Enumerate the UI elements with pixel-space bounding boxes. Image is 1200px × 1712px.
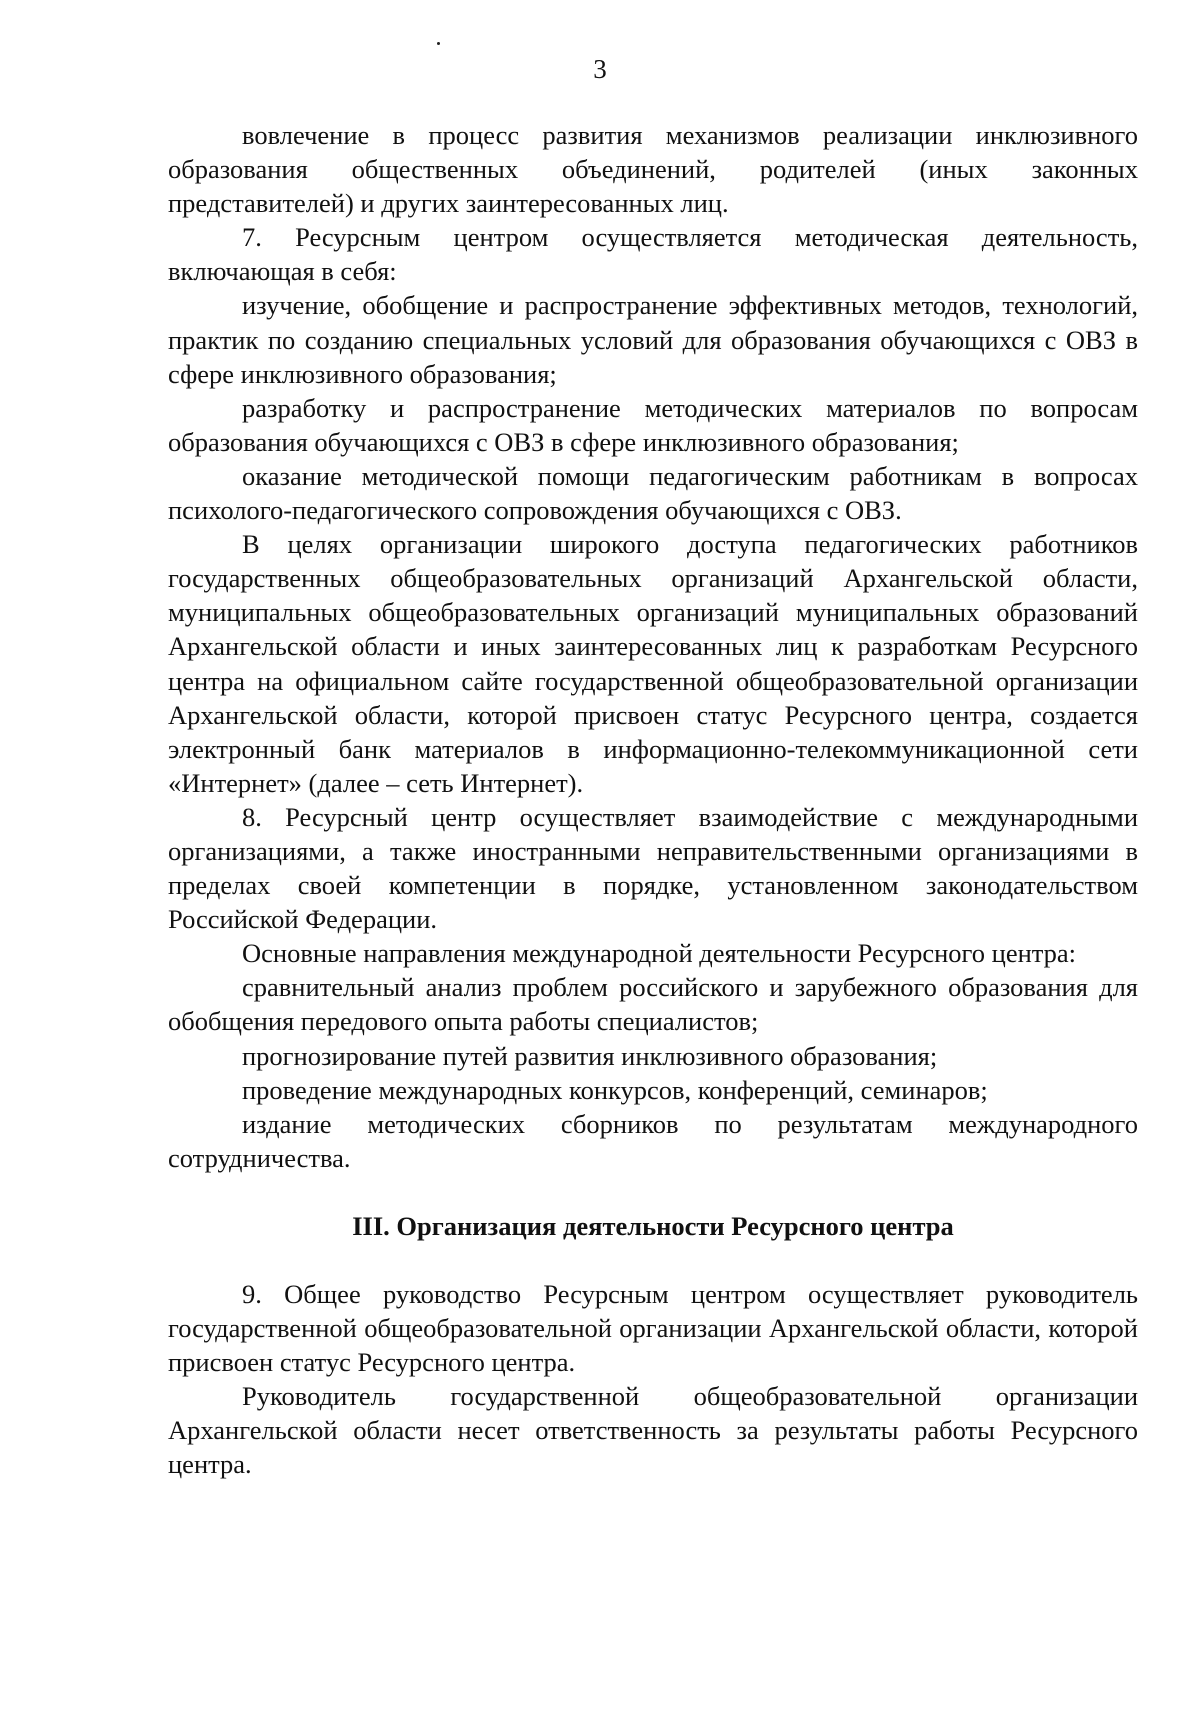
paragraph-publications: издание методических сборников по результатам международного сотрудничества. [168, 1108, 1138, 1173]
paragraph-comparative-analysis: сравнительный анализ проблем российского и зарубежного образования для обобщения передового опыта работы специалистов; [168, 972, 1138, 1037]
paragraph-head-responsibility: Руководитель государственной общеобразовательной организации Архангельской области несет ответственность за результаты работы Ресурсного центра. [168, 1381, 1138, 1480]
paragraph-item-7: 7. Ресурсным центром осуществляется методическая деятельность, включающая в себя: [168, 222, 1138, 287]
paragraph-item-9: 9. Общее руководство Ресурсным центром осуществляет руководитель государственной общеобразовательной организации Архангельской области, которой присвоен статус Ресурсного центра. [168, 1278, 1138, 1378]
paragraph-electronic-bank: В целях организации широкого доступа педагогических работников государственных общеобразовательных организаций Архангельской области, муниципальных общеобразовательных организаций муниципальных образований Архангельской области и иных заинтересованных лиц к разработкам Ресурсного центра на официальном сайте государственной общеобразовательной организации Архангельской области, которой присвоен статус Ресурсного центра, создается электронный банк материалов в информационно-телекоммуникационной сети «Интернет» (далее – сеть Интернет). [168, 529, 1138, 798]
paragraph-item-8: 8. Ресурсный центр осуществляет взаимодействие с международными организациями, а также иностранными неправительственными организациями в пределах своей компетенции в порядке, установленном законодательством Российской Федерации. [168, 801, 1138, 935]
page-number: 3 [593, 54, 607, 84]
paragraph-conferences: проведение международных конкурсов, конференций, семинаров; [242, 1074, 988, 1105]
page-body [168, 118, 1138, 1481]
scan-speck [437, 42, 440, 45]
paragraph-international-directions: Основные направления международной деятельности Ресурсного центра: [242, 938, 1077, 969]
paragraph-study-methods: изучение, обобщение и распространение эффективных методов, технологий, практик по созданию специальных условий для образования обучающихся с ОВЗ в сфере инклюзивного образования; [168, 290, 1138, 389]
paragraph-methodical-help: оказание методической помощи педагогическим работникам в вопросах психолого-педагогического сопровождения обучающихся с ОВЗ. [168, 460, 1138, 526]
paragraph-develop-materials: разработку и распространение методических материалов по вопросам образования обучающихся с ОВЗ в сфере инклюзивного образования; [168, 392, 1138, 457]
section-heading: III. Организация деятельности Ресурсного центра [352, 1210, 954, 1241]
paragraph-forecasting: прогнозирование путей развития инклюзивного образования; [242, 1040, 938, 1071]
paragraph-involvement: вовлечение в процесс развития механизмов реализации инклюзивного образования общественных объединений, родителей (иных законных представителей) и других заинтересованных лиц. [168, 120, 1138, 219]
